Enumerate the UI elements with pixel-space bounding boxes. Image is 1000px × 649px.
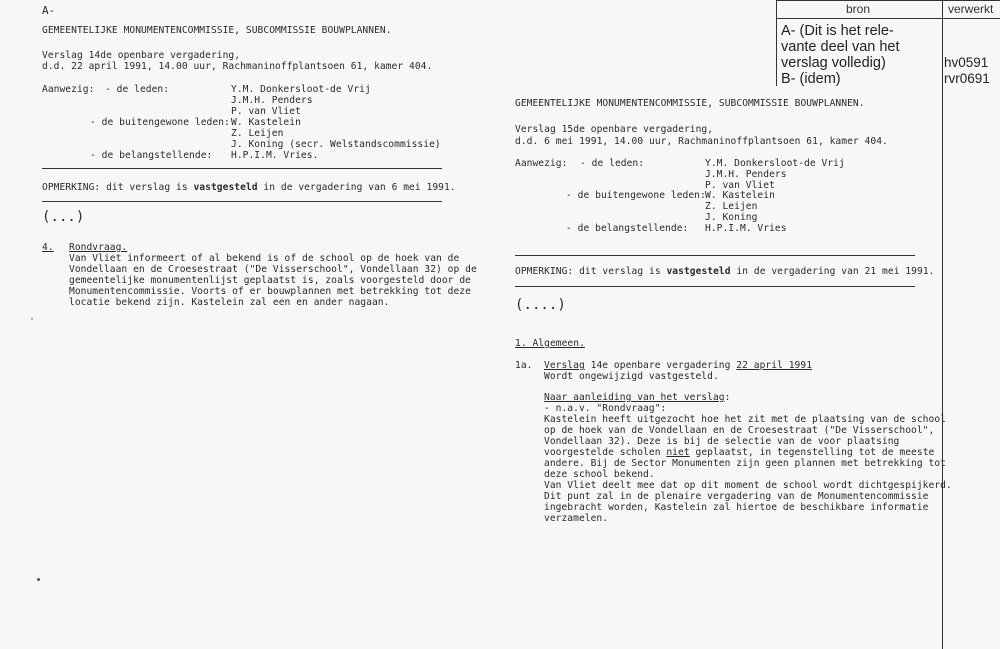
doc-b-ellipsis: (....): [515, 297, 566, 313]
doc-b-item-line2: Wordt ongewijzigd vastgesteld.: [544, 371, 719, 382]
doc-b-opmerking-bold: vastgesteld: [666, 266, 731, 277]
doc-a-item-title: Rondvraag.: [69, 242, 128, 253]
doc-b-section-title: 1. Algemeen.: [515, 338, 585, 349]
doc-a-divider-2: [42, 201, 442, 202]
doc-b-leden: Y.M. Donkersloot-de Vrij J.M.H. Penders P. van Vliet: [705, 158, 845, 191]
doc-b-sub-item: - n.a.v. "Rondvraag":: [544, 403, 667, 414]
doc-a-verslag-line2: d.d. 22 april 1991, 14.00 uur, Rachmaninoffplantsoen 61, kamer 404.: [42, 61, 433, 72]
doc-a-verslag-line1: Verslag 14de openbare vergadering,: [42, 50, 241, 61]
doc-a-buitengewone: W. Kastelein Z. Leijen J. Koning (secr. Welstandscommissie): [231, 117, 441, 150]
verwerkt-header: verwerkt: [948, 2, 994, 16]
doc-a-divider-1: [42, 168, 442, 169]
doc-a-ellipsis: (...): [42, 209, 85, 225]
doc-b-item-line1: [544, 360, 812, 371]
doc-a-opmerking-label: OPMERKING:: [42, 182, 101, 193]
doc-a-belangstellende: H.P.I.M. Vries.: [231, 150, 319, 161]
doc-b-org-title: GEMEENTELIJKE MONUMENTENCOMMISSIE, SUBCOMMISSIE BOUWPLANNEN.: [515, 98, 865, 109]
doc-b-opmerking-label: OPMERKING:: [515, 266, 574, 277]
doc-b-buitengewone-label: - de buitengewone leden:: [566, 190, 706, 201]
doc-a-marker: A-: [42, 4, 56, 17]
doc-b-verslag-line2: d.d. 6 mei 1991, 14.00 uur, Rachmaninoffplantsoen 61, kamer 404.: [515, 136, 888, 147]
verwerkt-annotation: hv0591 rvr0691: [944, 55, 990, 86]
doc-b-item-date: 22 april 1991: [736, 360, 813, 371]
header-bottom-line: [776, 18, 1000, 19]
doc-a-leden-label: - de leden:: [105, 84, 170, 95]
doc-a-item-body: Van Vliet informeert of al bekend is of de school op de hoek van de Vondellaan en de Croesestraat ("De Visserschool", Vondellaan 32) op de gemeentelijke monumentenlijst geplaatst is, zoals voorgesteld door de Monumentencommissie. Voorts of er bouwplannen met betrekking tot deze locatie bekend zijn. Kastelein zal een en ander nagaan.: [69, 253, 477, 308]
doc-b-naar-heading: [544, 392, 730, 403]
doc-b-aanwezig-label: Aanwezig:: [515, 158, 568, 169]
doc-b-belangstellende-label: - de belangstellende:: [566, 223, 689, 234]
doc-a-leden: Y.M. Donkersloot-de Vrij J.M.H. Penders P. van Vliet: [231, 84, 371, 117]
doc-b-leden-label: - de leden:: [580, 158, 645, 169]
doc-a-org-title: GEMEENTELIJKE MONUMENTENCOMMISSIE, SUBCOMMISSIE BOUWPLANNEN.: [42, 25, 392, 36]
doc-b-body-1: Kastelein heeft uitgezocht hoe het zit met de plaatsing van de school op de hoek van de Vondellaan en de Croesestraat ("De Visserschool", Vondellaan 32). Deze is bij de selectie van de voor plaatsing: [544, 414, 946, 447]
doc-b-body-3: andere. Bij de Sector Monumenten zijn geen plannen met betrekking tot deze school bekend. Van Vliet deelt mee dat op dit moment de school wordt dichtgespijkerd. Dit punt zal in de plenaire vergadering van de Monumentencommissie ingebracht worden, Kastelein zal hiertoe de beschikbare informatie verzamelen.: [544, 458, 952, 524]
doc-b-buitengewone: W. Kastelein Z. Leijen J. Koning: [705, 190, 775, 223]
bron-annotation: A- (Dit is het rele- vante deel van het verslag volledig) B- (idem): [781, 23, 900, 87]
doc-b-opmerking-pre: dit verslag is: [573, 266, 667, 277]
doc-b-verslag-line1: Verslag 15de openbare vergadering,: [515, 124, 714, 135]
doc-a-opmerking-post: in de vergadering van 6 mei 1991.: [257, 182, 456, 193]
scan-speck: [31, 318, 33, 320]
doc-b-opmerking: [515, 266, 935, 277]
bron-column-left-border: [776, 0, 777, 86]
doc-a-item-number: 4.: [42, 242, 54, 253]
bron-header: bron: [846, 2, 871, 16]
doc-a-aanwezig-label: Aanwezig:: [42, 84, 95, 95]
header-top-line: [776, 0, 1000, 1]
doc-b-divider-1: [515, 255, 915, 256]
doc-a-buitengewone-label: - de buitengewone leden:: [90, 117, 230, 128]
doc-b-body-2-post: geplaatst, in tegenstelling tot de meeste: [689, 447, 935, 458]
doc-b-opmerking-post: in de vergadering van 21 mei 1991.: [730, 266, 935, 277]
doc-b-item-number: 1a.: [515, 360, 533, 371]
doc-b-body-2-niet: niet: [666, 447, 690, 458]
doc-b-naar-colon: :: [724, 392, 731, 403]
verwerkt-column-left-border: [942, 0, 943, 649]
doc-b-item-verslag: Verslag: [544, 360, 585, 371]
doc-a-opmerking-pre: dit verslag is: [100, 182, 194, 193]
doc-a-opmerking: [42, 182, 456, 193]
doc-b-belangstellende: H.P.I.M. Vries: [705, 223, 787, 234]
doc-b-naar-heading-text: Naar aanleiding van het verslag: [544, 392, 725, 403]
doc-b-body-2: [544, 447, 934, 458]
doc-a-opmerking-bold: vastgesteld: [193, 182, 258, 193]
doc-b-item-mid: 14e openbare vergadering: [584, 360, 737, 371]
doc-a-belangstellende-label: - de belangstellende:: [90, 150, 213, 161]
scan-speck: [37, 578, 40, 581]
doc-b-divider-2: [515, 286, 915, 287]
doc-b-body-2-pre: voorgestelde scholen: [544, 447, 667, 458]
